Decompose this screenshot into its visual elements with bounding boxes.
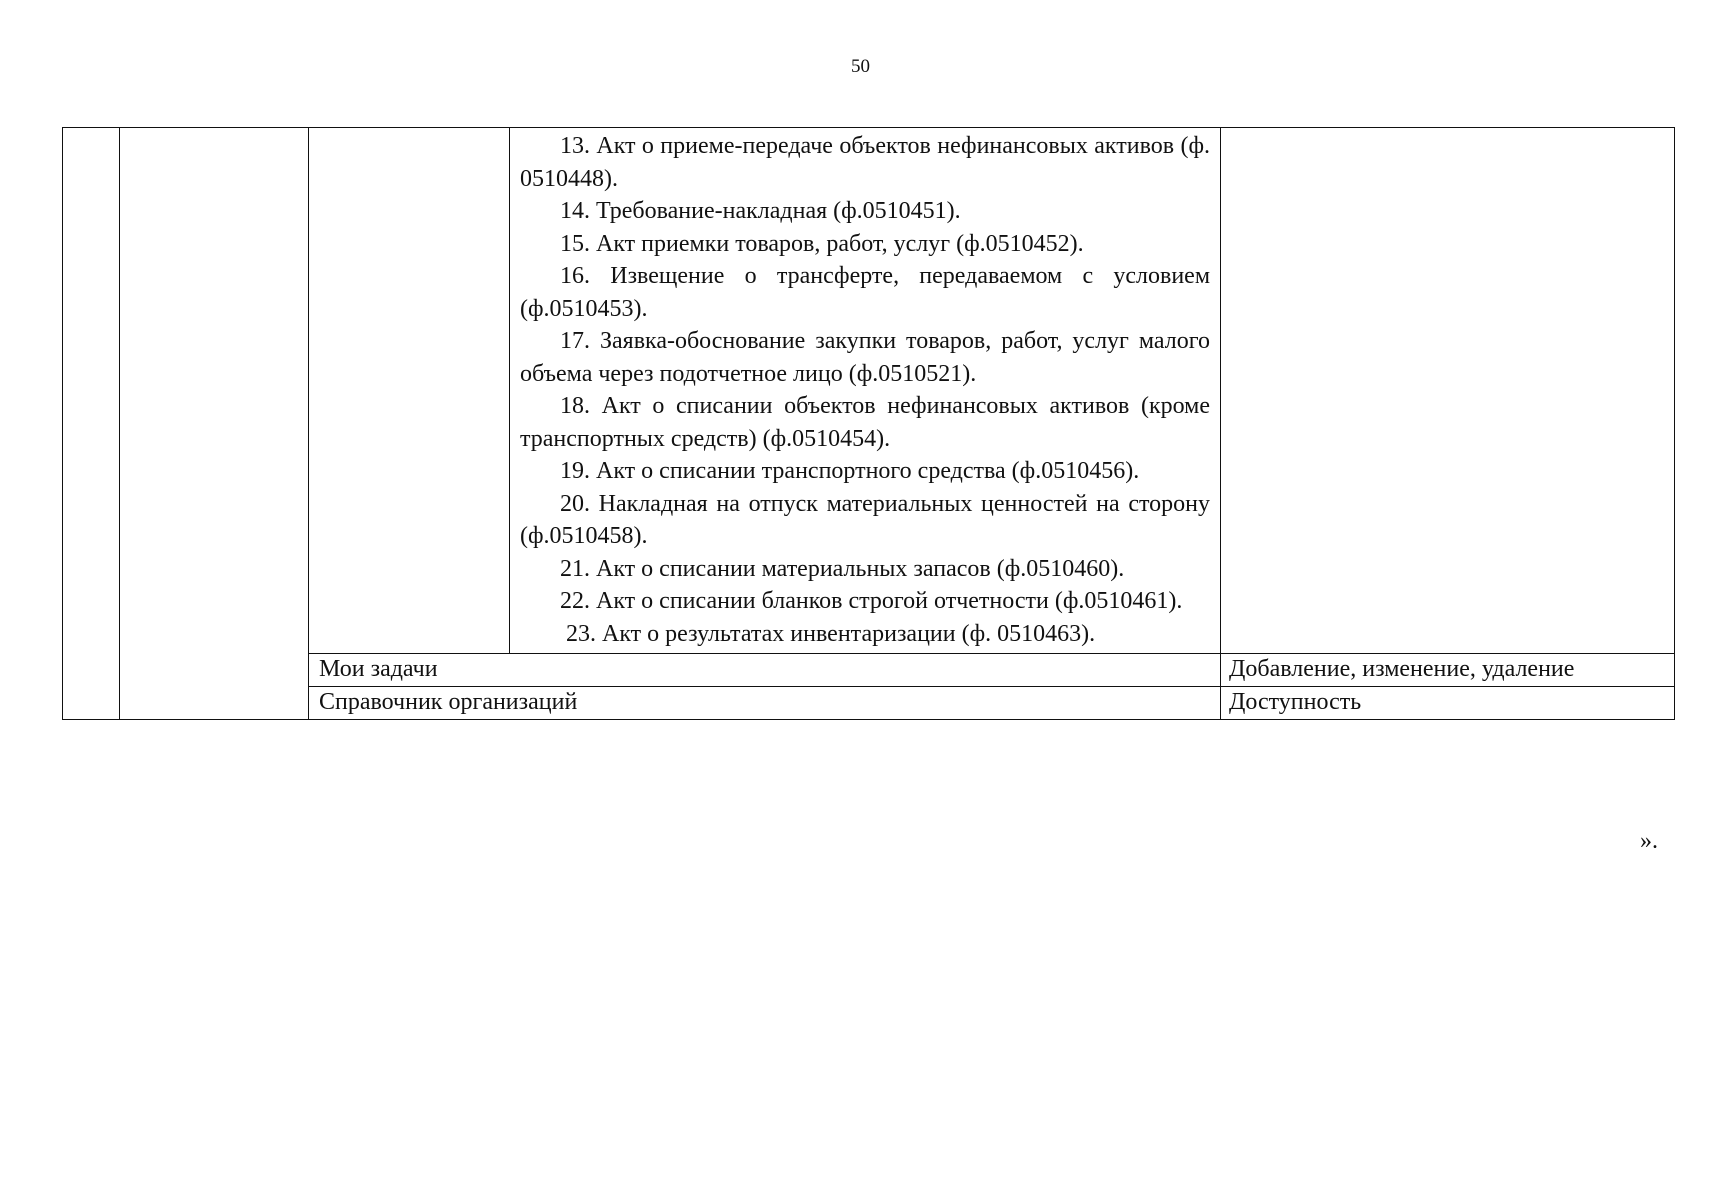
list-item: 18. Акт о списании объектов нефинансовых активов (кроме транспортных средств) (ф.0510454).	[520, 393, 1210, 452]
table-cell-section	[120, 128, 309, 720]
list-item: 21. Акт о списании материальных запасов (ф.0510460).	[560, 555, 1125, 582]
list-item: 23. Акт о результатах инвентаризации (ф. 0510463).	[566, 620, 1096, 647]
list-item: 13. Акт о приеме-передаче объектов нефинансовых активов (ф. 0510448).	[520, 133, 1210, 192]
row-label: Справочник организаций	[309, 687, 1221, 720]
rights-table	[62, 127, 1675, 720]
list-item: 17. Заявка-обоснование закупки товаров, работ, услуг малого объема через подотчетное лицо (ф.0510521).	[520, 328, 1210, 387]
table-row-documents	[63, 128, 1675, 654]
row-access: Добавление, изменение, удаление	[1221, 654, 1675, 687]
row-label: Мои задачи	[309, 654, 1221, 687]
table-cell-access	[1221, 128, 1675, 654]
list-item: 20. Накладная на отпуск материальных ценностей на сторону (ф.0510458).	[520, 490, 1210, 549]
documents-list-cell	[510, 128, 1221, 654]
table-cell-object	[309, 128, 510, 654]
row-access: Доступность	[1221, 687, 1675, 720]
closing-quote: ».	[1640, 828, 1658, 854]
table-cell-number	[63, 128, 120, 720]
list-item: 16. Извещение о трансферте, передаваемом с условием (ф.0510453).	[520, 263, 1210, 322]
list-item: 14. Требование-накладная (ф.0510451).	[560, 198, 961, 224]
list-item: 19. Акт о списании транспортного средства (ф.0510456).	[560, 458, 1140, 484]
page-number: 50	[851, 56, 870, 77]
list-item: 15. Акт приемки товаров, работ, услуг (ф.0510452).	[560, 230, 1084, 257]
list-item: 22. Акт о списании бланков строгой отчетности (ф.0510461).	[560, 588, 1183, 614]
